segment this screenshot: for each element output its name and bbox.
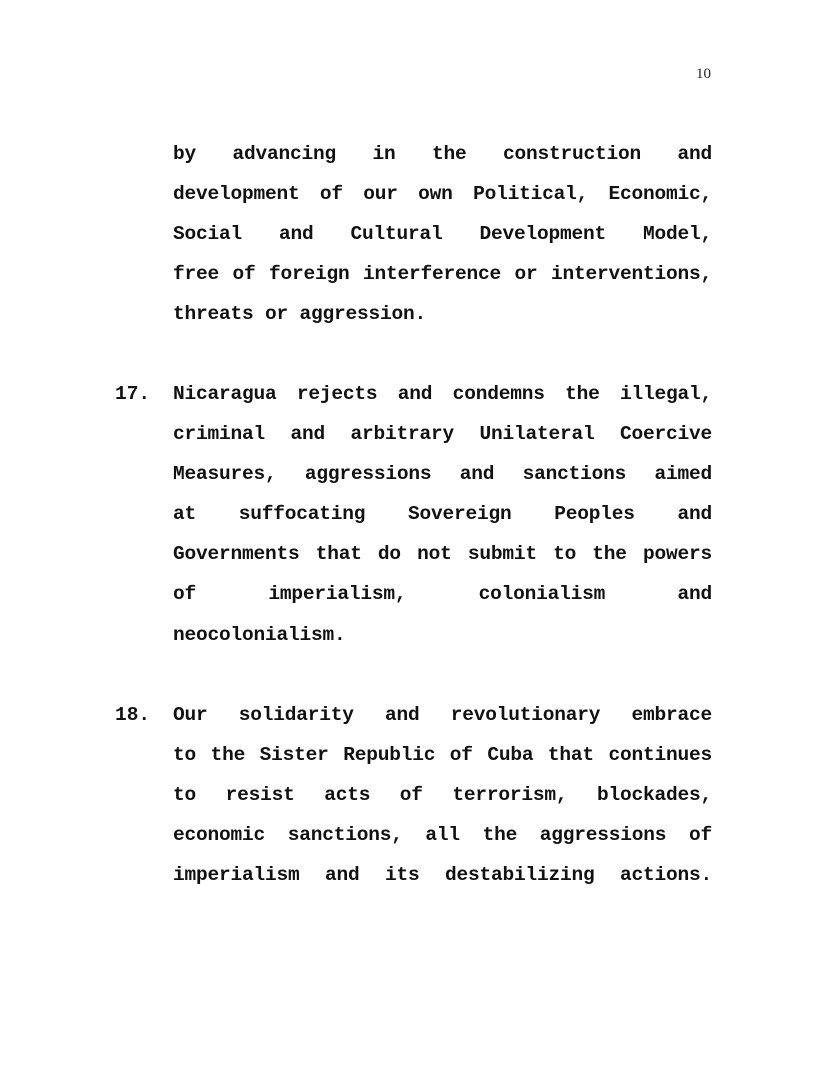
text-line: economic sanctions, all the aggressions of [173,824,712,847]
text-line: of imperialism, colonialism and [173,583,712,606]
item-number: 17. [115,383,151,405]
text-line: threats or aggression. [173,303,427,326]
text-line: Social and Cultural Development Model, [173,223,712,246]
text-line: Measures, aggressions and sanctions aimed [173,463,712,486]
continuation-paragraph [173,134,712,334]
text-line: neocolonialism. [173,623,346,646]
text-line: Our solidarity and revolutionary embrace [173,704,712,726]
text-line: to the Sister Republic of Cuba that continues [173,744,712,767]
text-line: development of our own Political, Economic, [173,183,712,206]
item-number: 18. [115,704,151,726]
text-line: free of foreign interference or interventions, [173,263,712,286]
text-line: Governments that do not submit to the powers [173,543,712,566]
text-line: to resist acts of terrorism, blockades, [173,784,712,807]
numbered-paragraph-18 [173,695,712,895]
text-line: Nicaragua rejects and condemns the illegal, [173,383,712,405]
page-number: 10 [696,66,711,82]
text-line: imperialism and its destabilizing actions. [173,864,712,887]
text-line: at suffocating Sovereign Peoples and [173,503,712,526]
numbered-paragraph-17 [173,374,712,655]
text-line: criminal and arbitrary Unilateral Coercive [173,423,712,446]
text-line: by advancing in the construction and [173,143,712,165]
